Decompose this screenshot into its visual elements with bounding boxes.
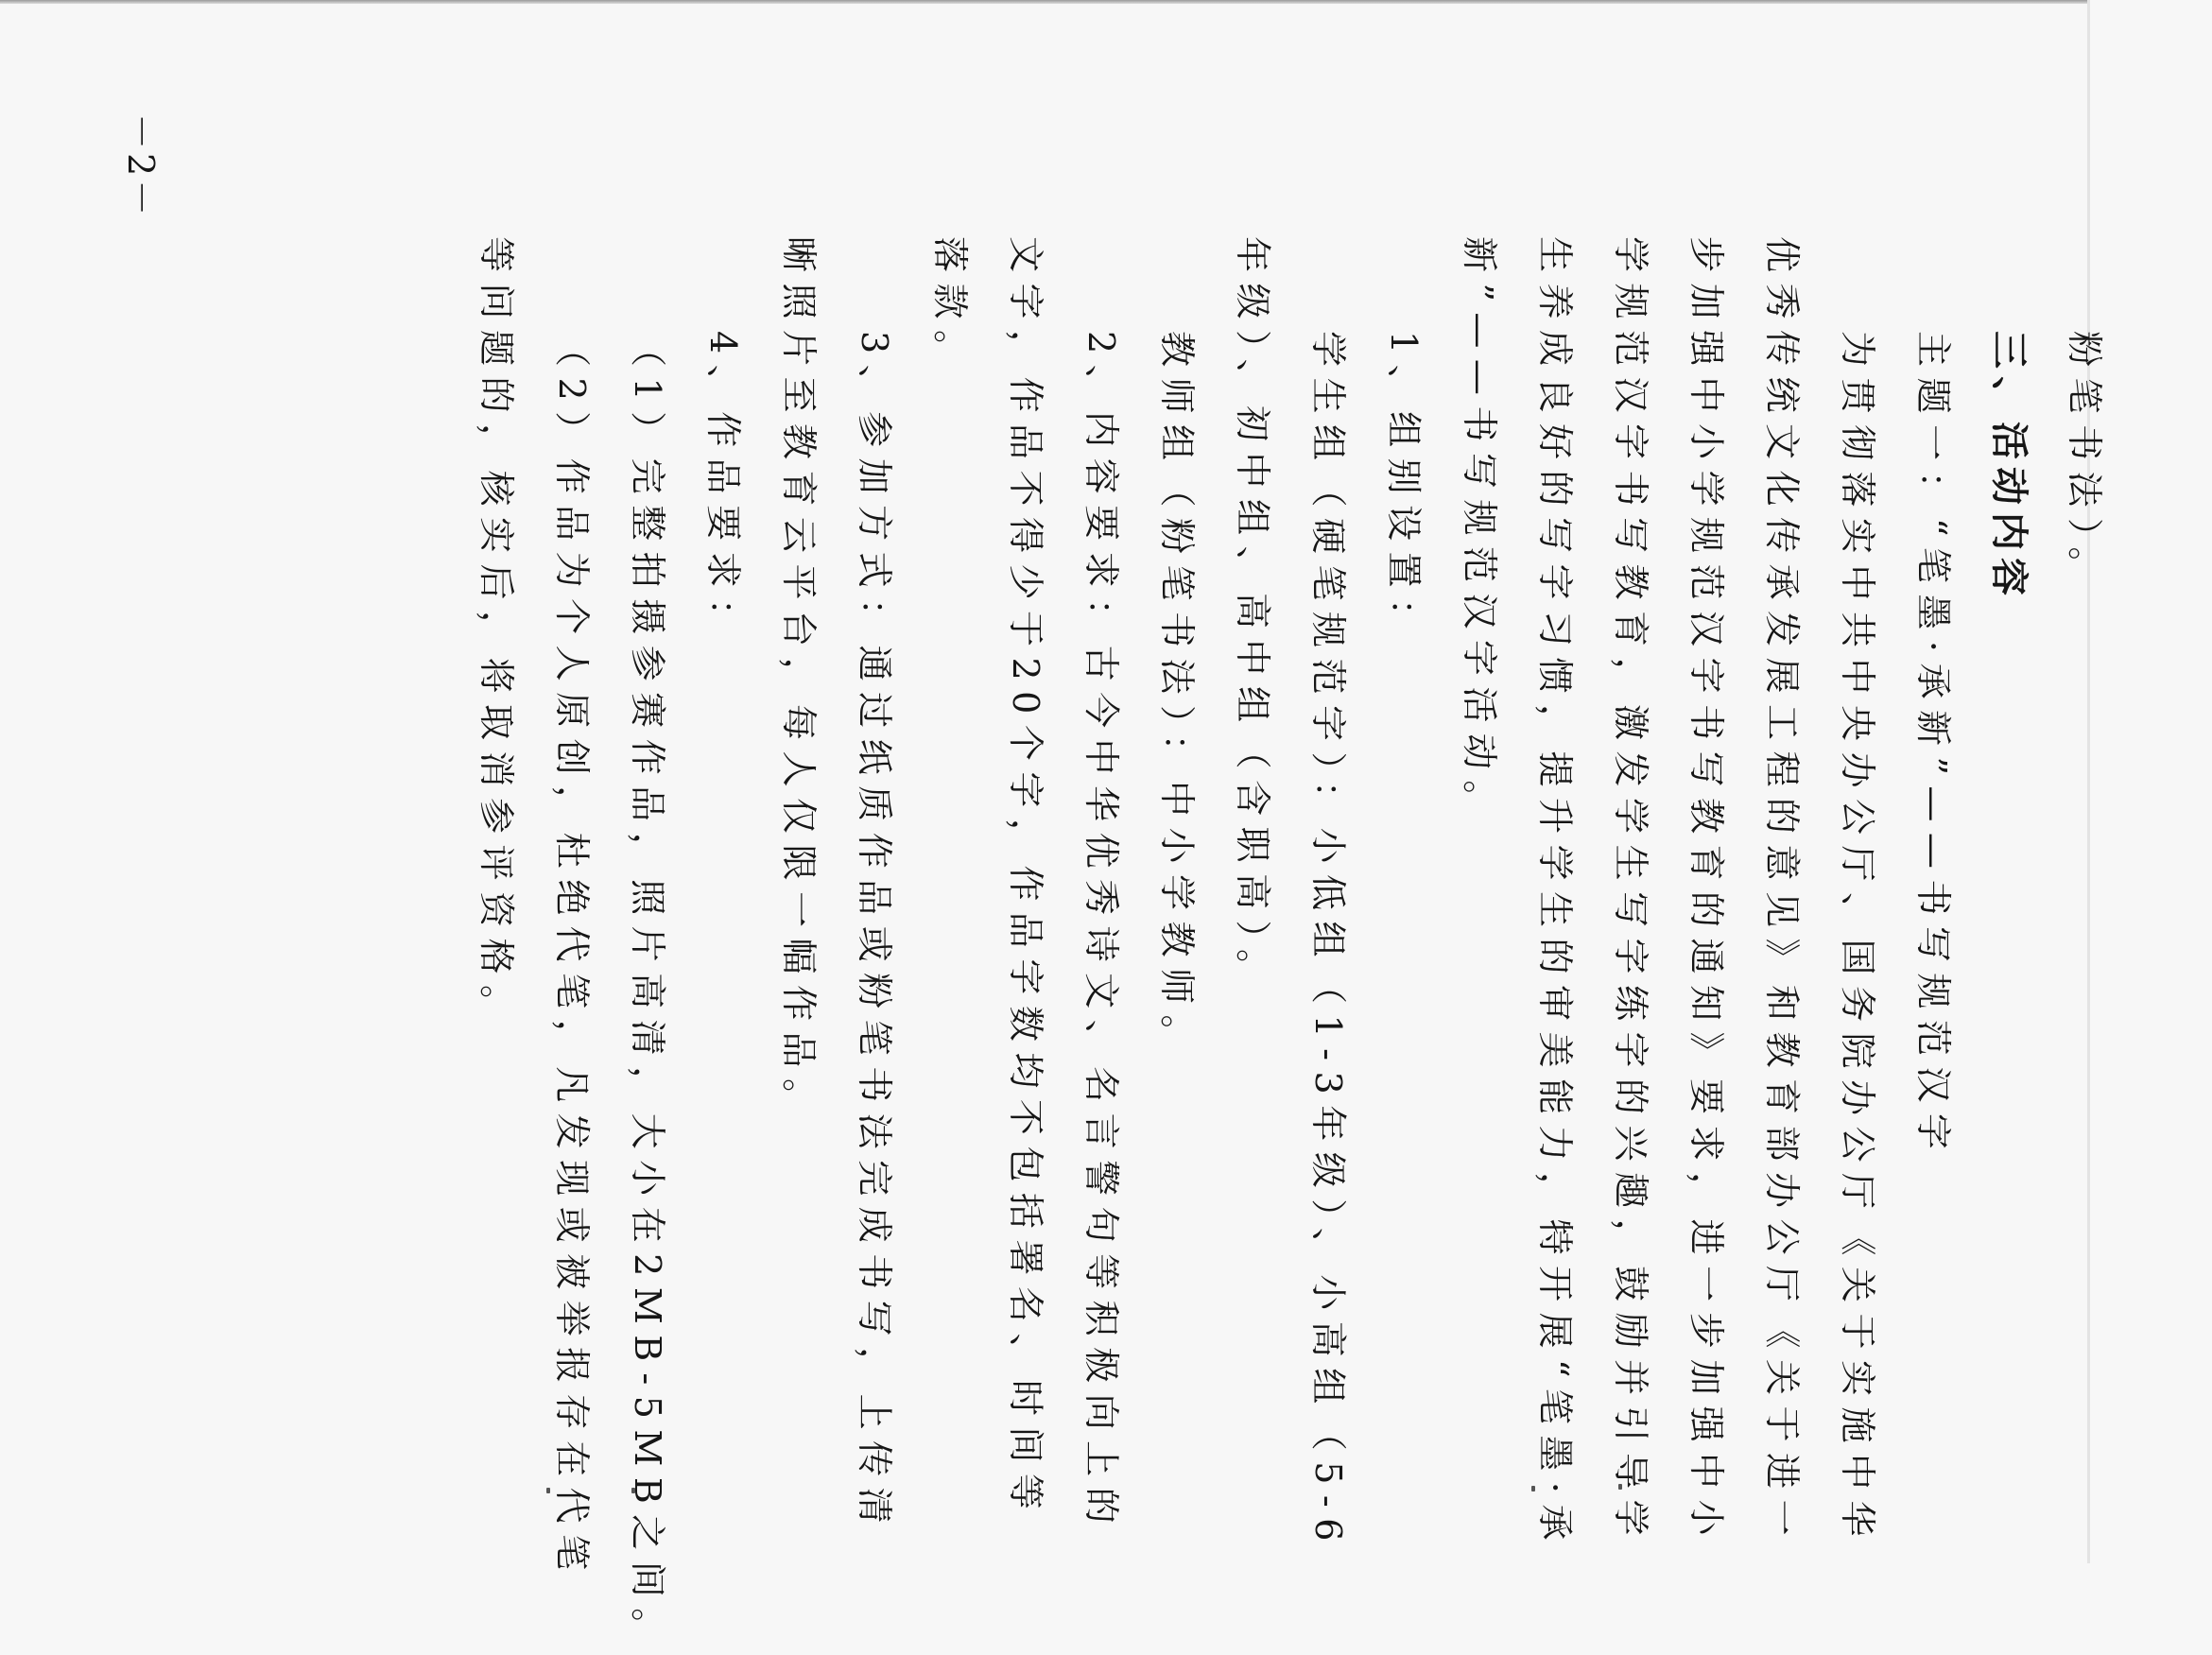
- document-line: 学规范汉字书写教育，激发学生写字练字的兴趣，鼓励并引导学: [1610, 236, 1651, 1547]
- document-line: 文字，作品不得少于20个字，作品字数均不包括署名、时间等: [1005, 236, 1046, 1521]
- document-line: （2）作品为个人原创，杜绝代笔，凡发现或被举报存在代笔: [551, 331, 593, 1581]
- document-line: 步加强中小学规范汉字书写教育的通知》要求，进一步加强中小: [1685, 236, 1727, 1547]
- document-line: 为贯彻落实中共中央办公厅、国务院办公厅《关于实施中华: [1837, 331, 1878, 1548]
- document-body: [458, 236, 2122, 1655]
- document-line: 主题一：“笔墨·承新”——书写规范汉字: [1912, 331, 1954, 1161]
- document-line: （1）完整拍摄参赛作品，照片高清，大小在2MB-5MB之间。: [627, 331, 668, 1655]
- document-line: 教师组（粉笔书法）：中小学教师。: [1156, 331, 1198, 1062]
- document-line: 1、组别设置：: [1383, 331, 1425, 646]
- document-line: 粉笔书法）。: [2064, 331, 2105, 595]
- document-line: 学生组（硬笔规范字）：小低组（1-3年级）、小高组（5-6: [1307, 331, 1349, 1552]
- section-heading: 三、活动内容: [1987, 331, 2031, 603]
- document-line: 3、参加方式：通过纸质作品或粉笔书法完成书写，上传清: [854, 331, 895, 1535]
- document-line: 年级）、初中组、高中组（含职高）。: [1232, 236, 1273, 996]
- document-line: 新”——书写规范汉字活动。: [1459, 236, 1500, 827]
- document-line: 4、作品要求：: [702, 331, 744, 646]
- document-line: 落款。: [929, 236, 971, 377]
- document-line: 晰照片至教育云平台，每人仅限一幅作品。: [778, 236, 820, 1126]
- document-line: 2、内容要求：古今中华优秀诗文、名言警句等积极向上的: [1080, 331, 1122, 1535]
- document-line: 优秀传统文化传承发展工程的意见》和教育部办公厅《关于进一: [1761, 236, 1803, 1547]
- page-number: －2－: [120, 113, 162, 220]
- document-line: 等问题的，核实后，将取消参评资格。: [475, 236, 517, 1032]
- document-line: 生养成良好的写字习惯，提升学生的审美能力，特开展“笔墨·承: [1534, 236, 1576, 1552]
